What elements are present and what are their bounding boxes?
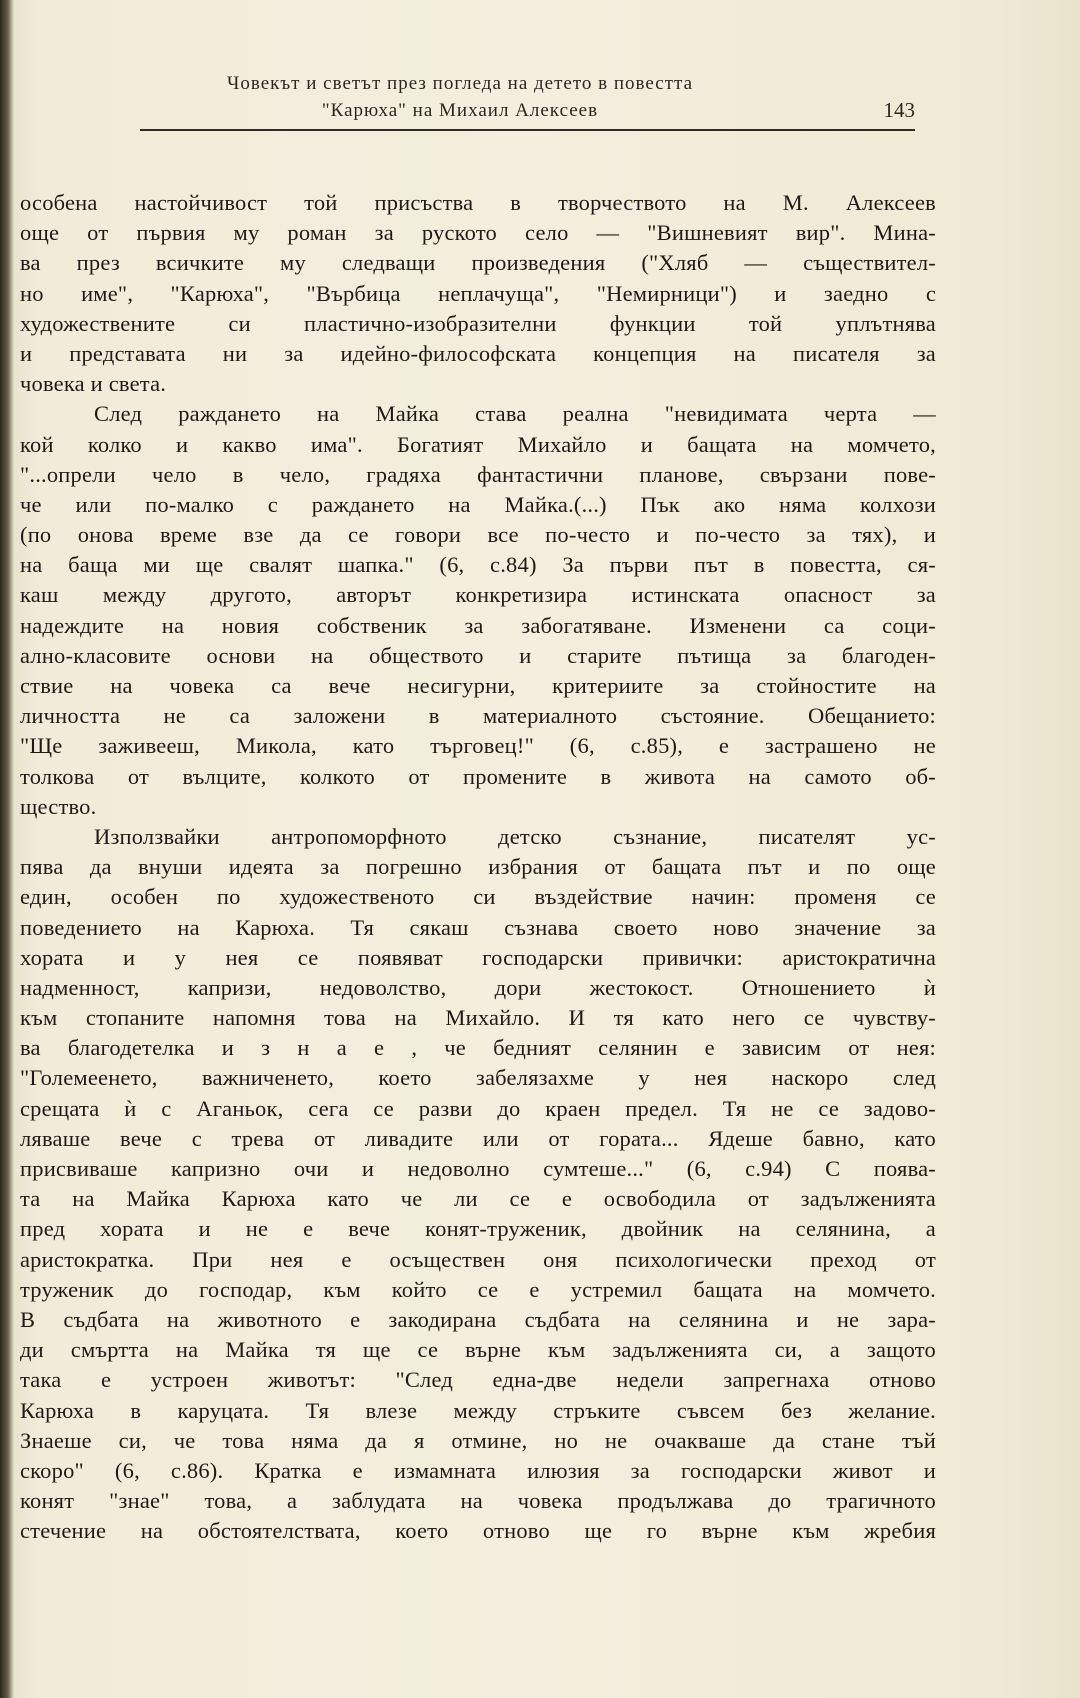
text-line: Използвайки антропоморфното детско съзнание, писателят ус- xyxy=(94,823,936,849)
text-line: аристократка. При нея е осъществен оня психологически преход от xyxy=(20,1246,936,1272)
text-line: скоро" (6, с.86). Кратка е измамната илюзия за господарски живот и xyxy=(20,1457,936,1483)
running-title xyxy=(140,70,780,124)
text-line: стечение на обстоятелствата, което отново ще го върне към жребия xyxy=(20,1518,936,1544)
header-rule xyxy=(140,129,915,131)
text-line: "Ще заживееш, Микола, като търговец!" (6, с.85), е застрашено не xyxy=(20,733,936,759)
text-line: "...опрели чело в чело, градяха фантастични планове, свързани пове- xyxy=(20,461,936,487)
text-line: труженик до господар, към който се е устремил бащата на момчето. xyxy=(20,1276,936,1302)
text-line: щество. xyxy=(20,793,97,819)
text-line: поведението на Карюха. Тя сякаш съзнава своето ново значение за xyxy=(20,914,936,940)
body-text xyxy=(0,188,936,1546)
text-line: каш между другото, авторът конкретизира истинската опасност за xyxy=(20,582,936,608)
text-line: хората и у нея се появяват господарски привички: аристократична xyxy=(20,944,936,970)
text-line: (по онова време взе да се говори все по-често и по-често за тях), и xyxy=(20,522,936,548)
text-line: към стопаните напомня това на Михайло. И тя като него се чувству- xyxy=(20,1005,936,1031)
text-line: ално-класовите основи на обществото и старите пътища за благоден- xyxy=(20,642,936,668)
text-line: Карюха в каруцата. Тя влезе между стръките съвсем без желание. xyxy=(20,1397,936,1423)
text-line: ва през всичките му следващи произведения ("Хляб — съществител- xyxy=(20,250,936,276)
text-line: кой колко и какво има". Богатият Михайло и бащата на момчето, xyxy=(20,431,936,457)
text-line: художествените си пластично-изобразителни функции той уплътнява xyxy=(20,310,936,336)
text-line: срещата ѝ с Аганьок, сега се разви до краен предел. Тя не се задово- xyxy=(20,1095,936,1121)
text-line: и представата ни за идейно-философската концепция на писателя за xyxy=(20,340,936,366)
text-line: още от първия му роман за руското село — "Вишневият вир". Мина- xyxy=(20,220,936,246)
text-line: та на Майка Карюха като че ли се е освободила от задълженията xyxy=(20,1186,936,1212)
text-line: След раждането на Майка става реална "невидимата черта — xyxy=(94,401,936,427)
text-line: но име", "Карюха", "Върбица неплачуща", "Немирници") и заедно с xyxy=(20,280,936,306)
running-header xyxy=(140,70,915,132)
text-line: пред хората и не е вече конят-труженик, двойник на селянина, а xyxy=(20,1216,936,1242)
text-line: личността не са заложени в материалното състояние. Обещанието: xyxy=(20,703,936,729)
text-line: Знаеше си, че това няма да я отмине, но не очакваше да стане тъй xyxy=(20,1427,936,1453)
text-line: толкова от вълците, колкото от промените в живота на самото об- xyxy=(20,763,936,789)
page-number: 143 xyxy=(883,98,915,122)
text-line: надеждите на новия собственик за забогатяване. Изменени са соци- xyxy=(20,612,936,638)
text-line: един, особен по художественото си въздействие начин: променя се xyxy=(20,884,936,910)
text-line: присвиваше капризно очи и недоволно сумтеше..." (6, с.94) С поява- xyxy=(20,1156,936,1181)
running-title-line-1: Човекът и светът през погледа на детето в повестта xyxy=(226,73,694,94)
text-line: човека и света. xyxy=(20,371,167,397)
running-title-line-2: "Карюха" на Михаил Алексеев xyxy=(321,100,599,121)
text-line: конят "знае" това, а заблудата на човека продължава до трагичното xyxy=(20,1488,936,1514)
text-line: така е устроен животът: "След една-две недели запрегнаха отново xyxy=(20,1367,936,1393)
text-line: че или по-малко с раждането на Майка.(...) Пък ако няма колхози xyxy=(20,491,936,517)
text-line: надменност, капризи, недоволство, дори жестокост. Отношението ѝ xyxy=(20,974,936,1000)
text-line: ствие на човека са вече несигурни, критериите за стойностите на xyxy=(20,673,936,698)
text-line: особена настойчивост той присъства в творчеството на М. Алексеев xyxy=(20,190,936,215)
text-line: ди смъртта на Майка тя ще се върне към задълженията си, а защото xyxy=(20,1337,936,1363)
text-line: В съдбата на животното е закодирана съдбата на селянина и не зара- xyxy=(20,1306,936,1332)
text-line: на баща ми ще свалят шапка." (6, с.84) За първи път в повестта, ся- xyxy=(20,552,936,578)
text-line: пява да внуши идеята за погрешно избрания от бащата път и по още xyxy=(20,854,936,880)
text-line: ва благодетелка и з н а е , че бедният селянин е зависим от нея: xyxy=(20,1035,936,1061)
text-line: "Големеенето, важниченето, което забелязахме у нея наскоро след xyxy=(20,1065,936,1091)
text-line: ляваше вече с трева от ливадите или от гората... Ядеше бавно, като xyxy=(20,1125,936,1151)
